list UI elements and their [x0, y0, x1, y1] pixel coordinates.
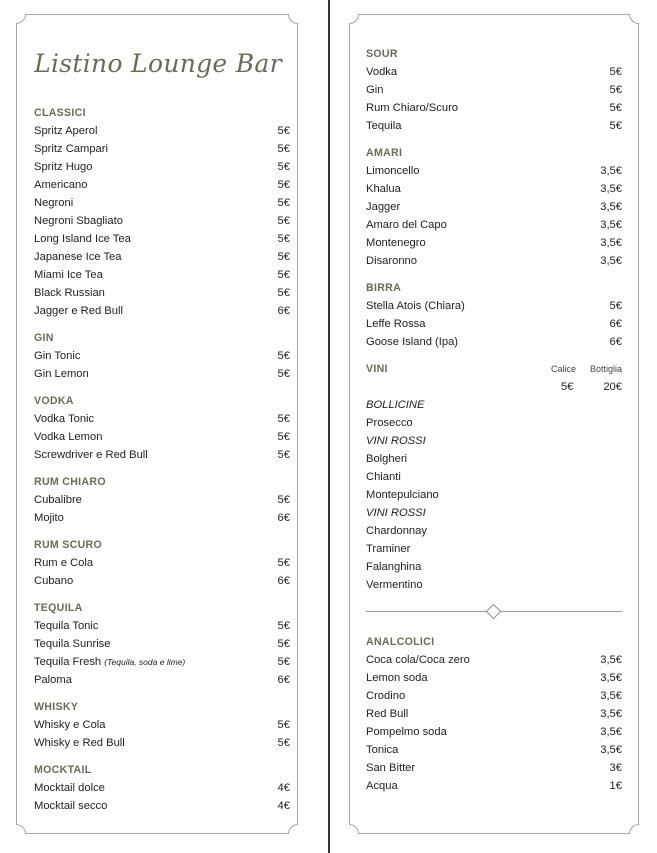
- item-name: [34, 572, 73, 590]
- wine-item: Chardonnay: [366, 525, 427, 537]
- item-name: [366, 687, 405, 705]
- item-name-text: Cubalibre: [34, 494, 82, 506]
- menu-item: [366, 117, 622, 135]
- item-name: [366, 315, 426, 333]
- item-name-text: Rum e Cola: [34, 557, 94, 569]
- item-name: [366, 252, 417, 270]
- menu-item: [366, 723, 622, 741]
- corner-ornament: [349, 824, 359, 834]
- menu-item: [366, 234, 622, 252]
- item-price: 5€: [277, 287, 290, 299]
- item-name-text: Gin Lemon: [34, 368, 89, 380]
- item-name-text: Tequila Fresh: [34, 656, 102, 668]
- item-name: [34, 716, 106, 734]
- menu-item: [366, 705, 622, 723]
- item-name-text: Americano: [34, 179, 88, 191]
- item-name: [34, 635, 111, 653]
- menu-item: [34, 428, 290, 446]
- item-price: 6€: [277, 674, 290, 686]
- item-name-text: Lemon soda: [366, 672, 428, 684]
- item-name-text: Tequila: [366, 120, 402, 132]
- item-price: 5€: [277, 413, 290, 425]
- item-name: [366, 741, 398, 759]
- item-name-text: Negroni: [34, 197, 74, 209]
- wine-item: Montepulciano: [366, 489, 439, 501]
- menu-item: [34, 446, 290, 464]
- item-price: 4€: [277, 782, 290, 794]
- item-name-text: San Bitter: [366, 762, 416, 774]
- vini-header: [366, 360, 622, 378]
- item-name: [34, 230, 131, 248]
- item-price: 6€: [277, 305, 290, 317]
- item-name-text: Crodino: [366, 690, 406, 702]
- item-name: [366, 705, 408, 723]
- menu-item: [34, 797, 290, 815]
- item-price: 3,5€: [600, 654, 622, 666]
- section-title: SOUR: [366, 48, 398, 60]
- item-price: 6€: [277, 512, 290, 524]
- menu-item: [34, 122, 290, 140]
- section-title: GIN: [34, 332, 54, 344]
- item-price: 5€: [277, 494, 290, 506]
- item-price: 5€: [609, 102, 622, 114]
- item-name: [34, 617, 98, 635]
- item-name-text: Montenegro: [366, 237, 426, 249]
- item-name: [34, 428, 102, 446]
- item-price: 3,5€: [600, 183, 622, 195]
- item-name: [366, 81, 383, 99]
- item-price: 5€: [277, 656, 290, 668]
- item-name: [34, 410, 94, 428]
- item-name: [34, 212, 123, 230]
- vini-prices: [366, 378, 622, 396]
- section-classici: [34, 104, 290, 320]
- item-name-text: Stella Atois (Chiara): [366, 300, 465, 312]
- item-name: [34, 509, 64, 527]
- item-name: [366, 669, 428, 687]
- menu-item: [34, 509, 290, 527]
- ornamental-divider: [366, 603, 622, 621]
- menu-item: [34, 716, 290, 734]
- item-name: [34, 140, 108, 158]
- menu-item: [366, 216, 622, 234]
- menu-item: [34, 572, 290, 590]
- section-title: MOCKTAIL: [34, 764, 92, 776]
- item-price: 3,5€: [600, 672, 622, 684]
- section-gin: [34, 329, 290, 383]
- section-tequila: [34, 599, 290, 689]
- section-analcolici: [366, 633, 622, 795]
- item-name-text: Rum Chiaro/Scuro: [366, 102, 459, 114]
- item-price: 5€: [609, 120, 622, 132]
- item-price: 5€: [277, 557, 290, 569]
- menu-item: [34, 140, 290, 158]
- item-name: [366, 777, 398, 795]
- item-name: [34, 347, 80, 365]
- item-name-text: Goose Island (Ipa): [366, 336, 459, 348]
- item-price: 6€: [609, 336, 622, 348]
- item-price: 5€: [609, 84, 622, 96]
- menu-item: [34, 653, 290, 671]
- item-name: [366, 99, 458, 117]
- menu-item: [366, 669, 622, 687]
- menu-item: [366, 741, 622, 759]
- menu-item: [34, 491, 290, 509]
- item-name: [366, 759, 415, 777]
- item-name: [366, 162, 419, 180]
- item-name-text: Whisky e Cola: [34, 719, 106, 731]
- item-price: 6€: [609, 318, 622, 330]
- menu-item: [366, 81, 622, 99]
- menu-item: [34, 617, 290, 635]
- menu-item: [366, 297, 622, 315]
- item-price: 5€: [277, 269, 290, 281]
- item-name-text: Leffe Rossa: [366, 318, 426, 330]
- item-price: 5€: [277, 233, 290, 245]
- item-price: 5€: [277, 161, 290, 173]
- calice-price: 5€: [560, 381, 574, 393]
- wine-item: Bolgheri: [366, 453, 408, 465]
- item-price: 5€: [277, 215, 290, 227]
- menu-item: [34, 176, 290, 194]
- menu-item: [34, 365, 290, 383]
- right-column: [366, 45, 622, 804]
- item-name-text: Tonica: [366, 744, 399, 756]
- wine-item: Falanghina: [366, 561, 422, 573]
- item-name: [34, 158, 92, 176]
- item-price: 6€: [277, 575, 290, 587]
- item-name-text: Mocktail dolce: [34, 782, 105, 794]
- menu-item: [366, 198, 622, 216]
- section-title: VINI: [366, 363, 388, 375]
- menu-item: [366, 162, 622, 180]
- item-name: [34, 554, 93, 572]
- section-title: AMARI: [366, 147, 403, 159]
- item-name: [34, 491, 82, 509]
- item-price: 5€: [277, 143, 290, 155]
- section-birra: [366, 279, 622, 351]
- item-price: 5€: [277, 251, 290, 263]
- item-name-text: Gin: [366, 84, 384, 96]
- item-name-text: Gin Tonic: [34, 350, 81, 362]
- item-price: 5€: [277, 449, 290, 461]
- corner-ornament: [288, 824, 298, 834]
- item-price: 3€: [609, 762, 622, 774]
- item-name: [366, 723, 447, 741]
- menu-item: [366, 651, 622, 669]
- section-vini: [366, 360, 622, 594]
- section-title: TEQUILA: [34, 602, 83, 614]
- item-name-text: Spritz Hugo: [34, 161, 93, 173]
- menu-item: [34, 347, 290, 365]
- item-name: [366, 63, 397, 81]
- bottiglia-label: Bottiglia: [589, 364, 622, 374]
- bottiglia-price: 20€: [603, 381, 622, 393]
- item-name: [366, 297, 465, 315]
- menu-item: [34, 284, 290, 302]
- section-title: ANALCOLICI: [366, 636, 435, 648]
- item-name-text: Red Bull: [366, 708, 409, 720]
- corner-ornament: [349, 14, 359, 24]
- item-price: 5€: [277, 197, 290, 209]
- item-price: 3,5€: [600, 690, 622, 702]
- menu-title: Listino Lounge Bar: [34, 49, 282, 78]
- item-name: [366, 234, 426, 252]
- item-price: 5€: [277, 737, 290, 749]
- item-name-text: Screwdriver e Red Bull: [34, 449, 148, 461]
- menu-item: [366, 777, 622, 795]
- item-name-text: Coca cola/Coca zero: [366, 654, 470, 666]
- vini-column-labels: [551, 360, 622, 378]
- item-name: [34, 365, 89, 383]
- item-name: [34, 734, 125, 752]
- item-price: 3,5€: [600, 165, 622, 177]
- item-name: [34, 653, 185, 671]
- corner-ornament: [16, 824, 26, 834]
- menu-item: [34, 266, 290, 284]
- section-rum-chiaro: [34, 473, 290, 527]
- item-price: 5€: [277, 125, 290, 137]
- left-column: [34, 104, 290, 824]
- item-name-text: Vodka Tonic: [34, 413, 95, 425]
- item-name-text: Acqua: [366, 780, 398, 792]
- item-price: 3,5€: [600, 255, 622, 267]
- item-name-text: Negroni Sbagliato: [34, 215, 123, 227]
- item-name: [366, 117, 401, 135]
- item-name-text: Disaronno: [366, 255, 417, 267]
- menu-item: [366, 759, 622, 777]
- wine-category: BOLLICINE: [366, 399, 425, 411]
- item-name: [366, 333, 458, 351]
- menu-item: [366, 315, 622, 333]
- corner-ornament: [16, 14, 26, 24]
- item-name-text: Long Island Ice Tea: [34, 233, 131, 245]
- item-name-text: Miami Ice Tea: [34, 269, 103, 281]
- menu-item: [366, 333, 622, 351]
- item-price: 5€: [277, 431, 290, 443]
- section-mocktail: [34, 761, 290, 815]
- item-name: [34, 671, 72, 689]
- section-rum-scuro: [34, 536, 290, 590]
- menu-item: [34, 554, 290, 572]
- item-price: 3,5€: [600, 744, 622, 756]
- item-name-text: Vodka Lemon: [34, 431, 103, 443]
- item-name: [34, 266, 103, 284]
- item-price: 3,5€: [600, 219, 622, 231]
- item-name: [34, 446, 148, 464]
- menu-item: [34, 302, 290, 320]
- wine-category: VINI ROSSI: [366, 435, 426, 447]
- item-name-text: Mojito: [34, 512, 64, 524]
- item-name-text: Jagger: [366, 201, 401, 213]
- section-title: RUM CHIARO: [34, 476, 106, 488]
- menu-item: [34, 779, 290, 797]
- section-title: CLASSICI: [34, 107, 86, 119]
- item-name: [366, 216, 447, 234]
- center-divider: [328, 0, 330, 853]
- item-name-text: Mocktail secco: [34, 800, 108, 812]
- item-name: [34, 779, 105, 797]
- item-name-text: Vodka: [366, 66, 398, 78]
- section-title: WHISKY: [34, 701, 79, 713]
- menu-item: [34, 734, 290, 752]
- menu-item: [366, 252, 622, 270]
- item-price: 3,5€: [600, 201, 622, 213]
- menu-item: [34, 635, 290, 653]
- item-name-text: Limoncello: [366, 165, 420, 177]
- item-name: [34, 797, 107, 815]
- item-name: [366, 651, 470, 669]
- item-name-text: Whisky e Red Bull: [34, 737, 125, 749]
- section-vodka: [34, 392, 290, 464]
- section-title: VODKA: [34, 395, 74, 407]
- corner-ornament: [288, 14, 298, 24]
- item-price: 1€: [609, 780, 622, 792]
- item-price: 5€: [277, 179, 290, 191]
- section-whisky: [34, 698, 290, 752]
- item-note: (Tequila, soda e lime): [104, 657, 186, 667]
- item-name-text: Paloma: [34, 674, 72, 686]
- item-name: [34, 176, 87, 194]
- menu-item: [366, 687, 622, 705]
- menu-item: [366, 180, 622, 198]
- item-name-text: Tequila Tonic: [34, 620, 99, 632]
- item-price: 4€: [277, 800, 290, 812]
- item-name-text: Cubano: [34, 575, 74, 587]
- menu-item: [34, 671, 290, 689]
- item-name-text: Pompelmo soda: [366, 726, 447, 738]
- item-name: [34, 302, 123, 320]
- item-price: 5€: [277, 638, 290, 650]
- item-price: 5€: [277, 368, 290, 380]
- menu-item: [34, 194, 290, 212]
- menu-item: [366, 99, 622, 117]
- item-name-text: Black Russian: [34, 287, 105, 299]
- corner-ornament: [629, 824, 639, 834]
- item-name-text: Jagger e Red Bull: [34, 305, 123, 317]
- item-price: 5€: [277, 350, 290, 362]
- item-price: 3,5€: [600, 726, 622, 738]
- item-name: [366, 198, 400, 216]
- item-name-text: Khalua: [366, 183, 401, 195]
- item-name: [34, 284, 105, 302]
- item-name: [34, 122, 97, 140]
- item-name-text: Japanese Ice Tea: [34, 251, 122, 263]
- item-price: 5€: [277, 719, 290, 731]
- wine-item: Prosecco: [366, 417, 413, 429]
- menu-item: [34, 248, 290, 266]
- item-name-text: Amaro del Capo: [366, 219, 447, 231]
- menu-item: [366, 63, 622, 81]
- diamond-icon: [486, 604, 502, 620]
- item-price: 5€: [609, 66, 622, 78]
- item-name: [34, 248, 122, 266]
- section-sour: [366, 45, 622, 135]
- menu-item: [34, 212, 290, 230]
- wine-item: Vermentino: [366, 579, 423, 591]
- menu-item: [34, 158, 290, 176]
- corner-ornament: [629, 14, 639, 24]
- item-price: 3,5€: [600, 708, 622, 720]
- item-price: 5€: [609, 300, 622, 312]
- section-title: BIRRA: [366, 282, 402, 294]
- item-price: 5€: [277, 620, 290, 632]
- wine-category: VINI ROSSI: [366, 507, 426, 519]
- item-name: [366, 180, 401, 198]
- item-name-text: Tequila Sunrise: [34, 638, 111, 650]
- item-name-text: Spritz Aperol: [34, 125, 98, 137]
- wine-item: Traminer: [366, 543, 411, 555]
- section-title: RUM SCURO: [34, 539, 103, 551]
- item-price: 3,5€: [600, 237, 622, 249]
- menu-item: [34, 230, 290, 248]
- wine-item: Chianti: [366, 471, 401, 483]
- item-name: [34, 194, 73, 212]
- menu-item: [34, 410, 290, 428]
- section-amari: [366, 144, 622, 270]
- calice-label: Calice: [550, 364, 576, 374]
- item-name-text: Spritz Campari: [34, 143, 108, 155]
